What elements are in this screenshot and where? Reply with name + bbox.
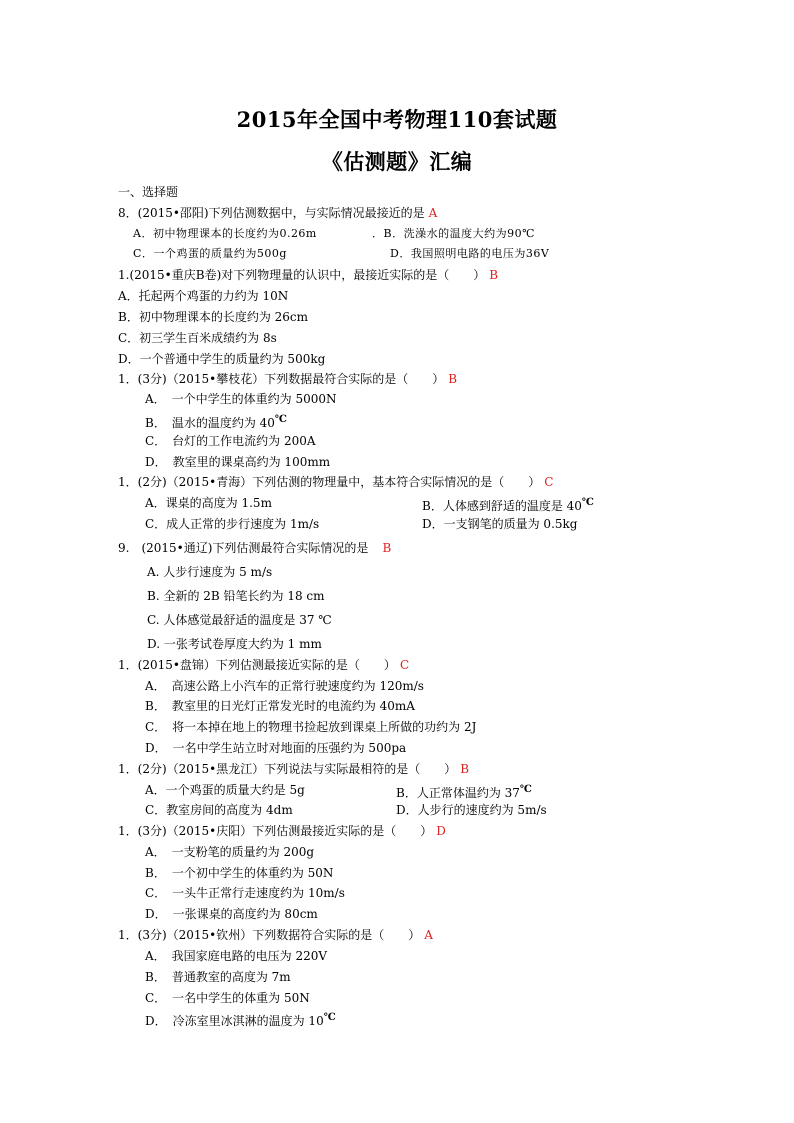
option-a: A．托起两个鸡蛋的力约为 10N [118,289,289,303]
option-c: C．一个鸡蛋的质量约为500g [133,247,287,260]
option-a: A． 高速公路上小汽车的正常行驶速度约为 120m/s [145,679,424,693]
option-d: D．一支钢笔的质量为 0.5kg [422,517,578,531]
option-text: B． 温水的温度约为 40 [145,416,275,430]
option-c: C． 一头牛正常行走速度约为 10m/s [145,886,345,900]
option-a: A． 我国家庭电路的电压为 220V [145,949,328,963]
option-b [396,782,532,801]
question-stem [118,371,457,387]
option-b [145,412,287,431]
option-d: D． 一张课桌的高度约为 80cm [145,907,318,921]
option-a: A．课桌的高度为 1.5m [145,496,272,510]
question-stem [118,474,553,490]
answer-key: C [544,475,554,489]
option-a: A． 一支粉笔的质量约为 200g [145,845,315,859]
degree-unit: ℃ [274,414,287,425]
question-text: 8．(2015•邵阳)下列估测数据中，与实际情况最接近的是 [118,206,425,220]
section-heading: 一、选择题 [118,185,179,199]
option-a: A. 人步行速度为 5 m/s [147,565,273,579]
option-a: A．初中物理课本的长度约为0.26m [133,227,317,240]
option-b: B．初中物理课本的长度约为 26cm [118,310,309,324]
question-stem [118,657,409,673]
question-stem [118,761,469,777]
answer-key: B [382,541,392,555]
answer-key: A [424,928,433,942]
option-c: C． 台灯的工作电流约为 200A [145,434,316,448]
question-stem [118,267,498,283]
option-d: D. 一张考试卷厚度大约为 1 mm [147,637,322,651]
answer-key: B [489,268,499,282]
answer-key: B [448,372,458,386]
option-c: C． 一名中学生的体重为 50N [145,991,310,1005]
degree-unit: ℃ [323,1012,336,1023]
option-d: D．人步行的速度约为 5m/s [396,803,547,817]
option-text: B．人体感到舒适的温度是 40 [422,499,582,513]
option-b [422,495,594,514]
option-b: ．B．洗澡水的温度大约为90℃ [372,227,535,240]
question-stem [118,205,437,221]
document-subtitle: 《估测题》汇编 [321,149,473,174]
option-b: B． 一个初中学生的体重约为 50N [145,866,334,880]
document-title: 2015年全国中考物理110套试题 [236,107,558,132]
option-text: B．人正常体温约为 37 [396,786,520,800]
option-c: C．教室房间的高度为 4dm [145,803,293,817]
answer-key: B [460,762,470,776]
question-text: 1．(2015•盘锦）下列估测最接近实际的是（ ） [118,658,396,672]
option-d [145,1010,336,1029]
option-c: C．成人正常的步行速度为 1m/s [145,517,320,531]
question-stem [118,823,446,839]
question-stem [118,927,433,943]
question-text: 1．(3分)（2015•庆阳）下列估测最接近实际的是（ ） [118,824,433,838]
question-text: 9. (2015•通辽)下列估测最符合实际情况的是 [118,541,369,555]
answer-key: C [399,658,410,672]
degree-unit: ℃ [519,784,532,795]
option-d: D．我国照明电路的电压为36V [390,247,550,260]
question-text: 1．(2分)（2015•黑龙江）下列说法与实际最相符的是（ ） [118,762,457,776]
option-a: A． 一个中学生的体重约为 5000N [145,392,337,406]
option-d: D．一个普通中学生的质量约为 500kg [118,352,326,366]
degree-unit: ℃ [581,497,594,508]
question-text: 1.(2015•重庆B卷)对下列物理量的认识中，最接近实际的是（ ） [118,268,486,282]
option-c: C． 将一本掉在地上的物理书捡起放到课桌上所做的功约为 2J [145,720,477,734]
option-b: B. 全新的 2B 铅笔长约为 18 cm [147,589,325,603]
answer-key: D [436,824,446,838]
option-b: B． 教室里的日光灯正常发光时的电流约为 40mA [145,699,415,713]
option-text: D． 冷冻室里冰淇淋的温度为 10 [145,1014,324,1028]
option-b: B． 普通教室的高度为 7m [145,970,291,984]
option-c: C．初三学生百米成绩约为 8s [118,331,277,345]
question-stem [118,540,391,556]
option-a: A．一个鸡蛋的质量大约是 5g [145,783,305,797]
option-c: C. 人体感觉最舒适的温度是 37 ℃ [147,613,332,627]
question-text: 1．(3分)（2015•攀枝花）下列数据最符合实际的是（ ） [118,372,445,386]
question-text: 1．(3分)（2015•钦州）下列数据符合实际的是（ ） [118,928,421,942]
question-text: 1．(2分)（2015•青海）下列估测的物理量中，基本符合实际情况的是（ ） [118,475,541,489]
answer-key: A [428,206,438,220]
option-d: D． 教室里的课桌高约为 100mm [145,455,331,469]
option-d: D． 一名中学生站立时对地面的压强约为 500pa [145,741,407,755]
